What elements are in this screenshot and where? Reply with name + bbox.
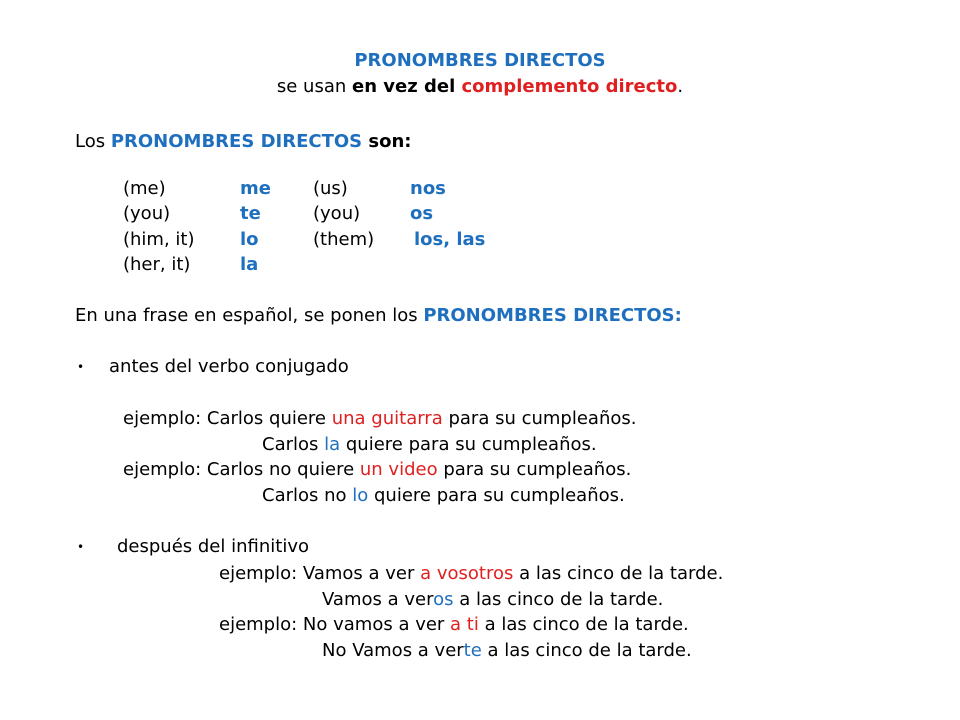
pronoun-es: los, las [414, 229, 486, 250]
direct-object: una guitarra [331, 408, 443, 429]
example-answer [262, 434, 597, 456]
example-text: Vamos a ver [297, 563, 421, 584]
section-heading: después del infinitivo [117, 536, 309, 557]
direct-pronoun: os [433, 589, 454, 610]
example-label: ejemplo: [123, 459, 202, 480]
section-heading: antes del verbo conjugado [109, 356, 349, 377]
example-line [123, 408, 636, 430]
example-line [219, 563, 723, 585]
example-text: a las cinco de la tarde. [453, 589, 664, 610]
pronoun-es: te [240, 203, 261, 224]
placement-line [75, 305, 682, 327]
pronoun-en: (me) [123, 178, 166, 199]
pronoun-es: la [240, 254, 259, 275]
example-text: a las cinco de la tarde. [481, 640, 692, 661]
pronoun-en: (him, it) [123, 229, 195, 250]
pronoun-en: (you) [313, 203, 361, 224]
example-text: Carlos no quiere [201, 459, 360, 480]
intro-line [75, 131, 411, 153]
example-text: No vamos a ver [297, 614, 451, 635]
example-label: ejemplo: [123, 408, 202, 429]
direct-object: a vosotros [420, 563, 514, 584]
example-line [123, 459, 631, 481]
intro-highlight: PRONOMBRES DIRECTOS [110, 131, 363, 152]
example-answer [262, 485, 625, 507]
example-answer [322, 640, 692, 662]
subtitle [0, 76, 960, 98]
subtitle-bold: en vez del [352, 76, 462, 97]
example-label: ejemplo: [219, 614, 298, 635]
pronoun-es: os [410, 203, 434, 224]
direct-pronoun: te [463, 640, 482, 661]
pronoun-es: nos [410, 178, 446, 199]
bullet-icon: • [77, 360, 85, 374]
pronoun-en: (them) [313, 229, 375, 250]
example-text: Carlos quiere [201, 408, 332, 429]
direct-pronoun: la [324, 434, 341, 455]
example-text: para su cumpleaños. [442, 408, 637, 429]
example-text: quiere para su cumpleaños. [340, 434, 597, 455]
example-text: a las cinco de la tarde. [513, 563, 724, 584]
intro-prefix: Los [75, 131, 111, 152]
example-text: para su cumpleaños. [437, 459, 632, 480]
example-text: Vamos a ver [322, 589, 434, 610]
example-text: Carlos [262, 434, 325, 455]
pronoun-en: (you) [123, 203, 171, 224]
placement-prefix: En una frase en español, se ponen los [75, 305, 424, 326]
bullet-icon: • [77, 540, 85, 554]
direct-object: un video [359, 459, 438, 480]
pronoun-en: (us) [313, 178, 348, 199]
example-text: Carlos no [262, 485, 353, 506]
subtitle-prefix: se usan [276, 76, 352, 97]
example-text: No Vamos a ver [322, 640, 464, 661]
placement-highlight: PRONOMBRES DIRECTOS: [423, 305, 682, 326]
intro-suffix: son: [362, 131, 412, 152]
pronoun-es: me [240, 178, 271, 199]
example-text: quiere para su cumpleaños. [368, 485, 625, 506]
pronoun-en: (her, it) [123, 254, 191, 275]
subtitle-red: complemento directo [461, 76, 678, 97]
example-answer [322, 589, 663, 611]
direct-pronoun: lo [352, 485, 369, 506]
example-label: ejemplo: [219, 563, 298, 584]
subtitle-end: . [677, 76, 684, 97]
example-line [219, 614, 689, 636]
direct-object: a ti [450, 614, 479, 635]
example-text: a las cinco de la tarde. [478, 614, 689, 635]
page-title: PRONOMBRES DIRECTOS [354, 50, 606, 71]
pronoun-es: lo [240, 229, 259, 250]
